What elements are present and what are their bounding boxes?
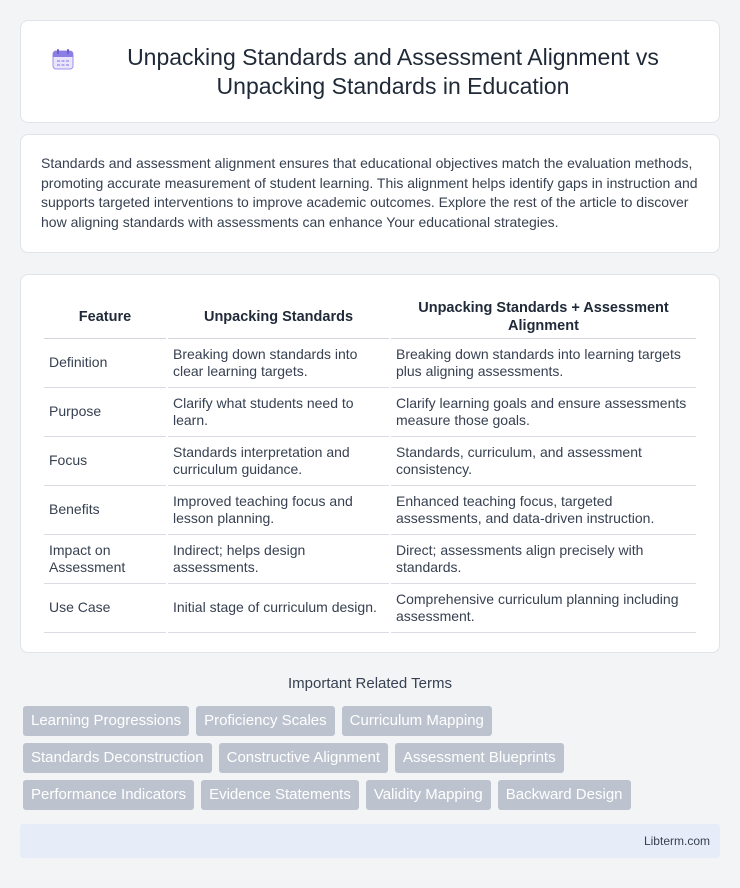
row-unpacking: Indirect; helps design assessments. (168, 535, 389, 584)
row-feature: Purpose (44, 388, 166, 437)
tag-backward-design[interactable]: Backward Design (498, 780, 631, 810)
table-row (44, 486, 696, 535)
row-unpacking: Initial stage of curriculum design. (168, 584, 389, 633)
row-alignment: Comprehensive curriculum planning including assessment. (391, 584, 696, 633)
row-unpacking: Clarify what students need to learn. (168, 388, 389, 437)
intro-card (20, 134, 720, 253)
table-row (44, 388, 696, 437)
calendar-icon (51, 47, 75, 71)
tag-curriculum-mapping[interactable]: Curriculum Mapping (342, 706, 492, 736)
comparison-table (42, 295, 698, 633)
row-alignment: Clarify learning goals and ensure assessments measure those goals. (391, 388, 696, 437)
table-row (44, 339, 696, 388)
tag-evidence-statements[interactable]: Evidence Statements (201, 780, 359, 810)
row-feature: Focus (44, 437, 166, 486)
tag-learning-progressions[interactable]: Learning Progressions (23, 706, 189, 736)
header-feature: Feature (44, 295, 166, 339)
header-unpacking-standards: Unpacking Standards (168, 295, 389, 339)
row-feature: Benefits (44, 486, 166, 535)
title-card (20, 20, 720, 123)
tag-validity-mapping[interactable]: Validity Mapping (366, 780, 491, 810)
row-feature: Use Case (44, 584, 166, 633)
tag-proficiency-scales[interactable]: Proficiency Scales (196, 706, 335, 736)
tag-row (23, 743, 723, 773)
table-row (44, 584, 696, 633)
row-unpacking: Standards interpretation and curriculum guidance. (168, 437, 389, 486)
page-title: Unpacking Standards and Assessment Alignment vs Unpacking Standards in Education (127, 43, 659, 99)
tag-row (23, 706, 723, 736)
footer (20, 824, 720, 858)
tag-performance-indicators[interactable]: Performance Indicators (23, 780, 194, 810)
row-feature: Impact on Assessment (44, 535, 166, 584)
footer-site-link[interactable]: Libterm.com (643, 834, 710, 848)
row-alignment: Breaking down standards into learning targets plus aligning assessments. (391, 339, 696, 388)
tag-standards-deconstruction[interactable]: Standards Deconstruction (23, 743, 212, 773)
tag-assessment-blueprints[interactable]: Assessment Blueprints (395, 743, 564, 773)
header-unpacking-alignment: Unpacking Standards + Assessment Alignment (391, 295, 696, 339)
row-unpacking: Breaking down standards into clear learning targets. (168, 339, 389, 388)
table-row (44, 437, 696, 486)
row-feature: Definition (44, 339, 166, 388)
row-unpacking: Improved teaching focus and lesson planning. (168, 486, 389, 535)
row-alignment: Standards, curriculum, and assessment consistency. (391, 437, 696, 486)
tag-row (23, 780, 723, 810)
row-alignment: Enhanced teaching focus, targeted assessments, and data-driven instruction. (391, 486, 696, 535)
comparison-card (20, 274, 720, 653)
table-header-row (44, 295, 696, 339)
tag-constructive-alignment[interactable]: Constructive Alignment (219, 743, 388, 773)
intro-paragraph: Standards and assessment alignment ensures that educational objectives match the evaluation methods, promoting accurate measurement of student learning. This alignment helps identify gaps in instruction and supports targeted interventions to improve academic outcomes. Explore the rest of the article to discover how aligning standards with assessments can enhance Your educational strategies. (41, 155, 698, 230)
related-terms-heading: Important Related Terms (288, 675, 452, 692)
related-terms-list (23, 706, 723, 817)
table-row (44, 535, 696, 584)
row-alignment: Direct; assessments align precisely with standards. (391, 535, 696, 584)
